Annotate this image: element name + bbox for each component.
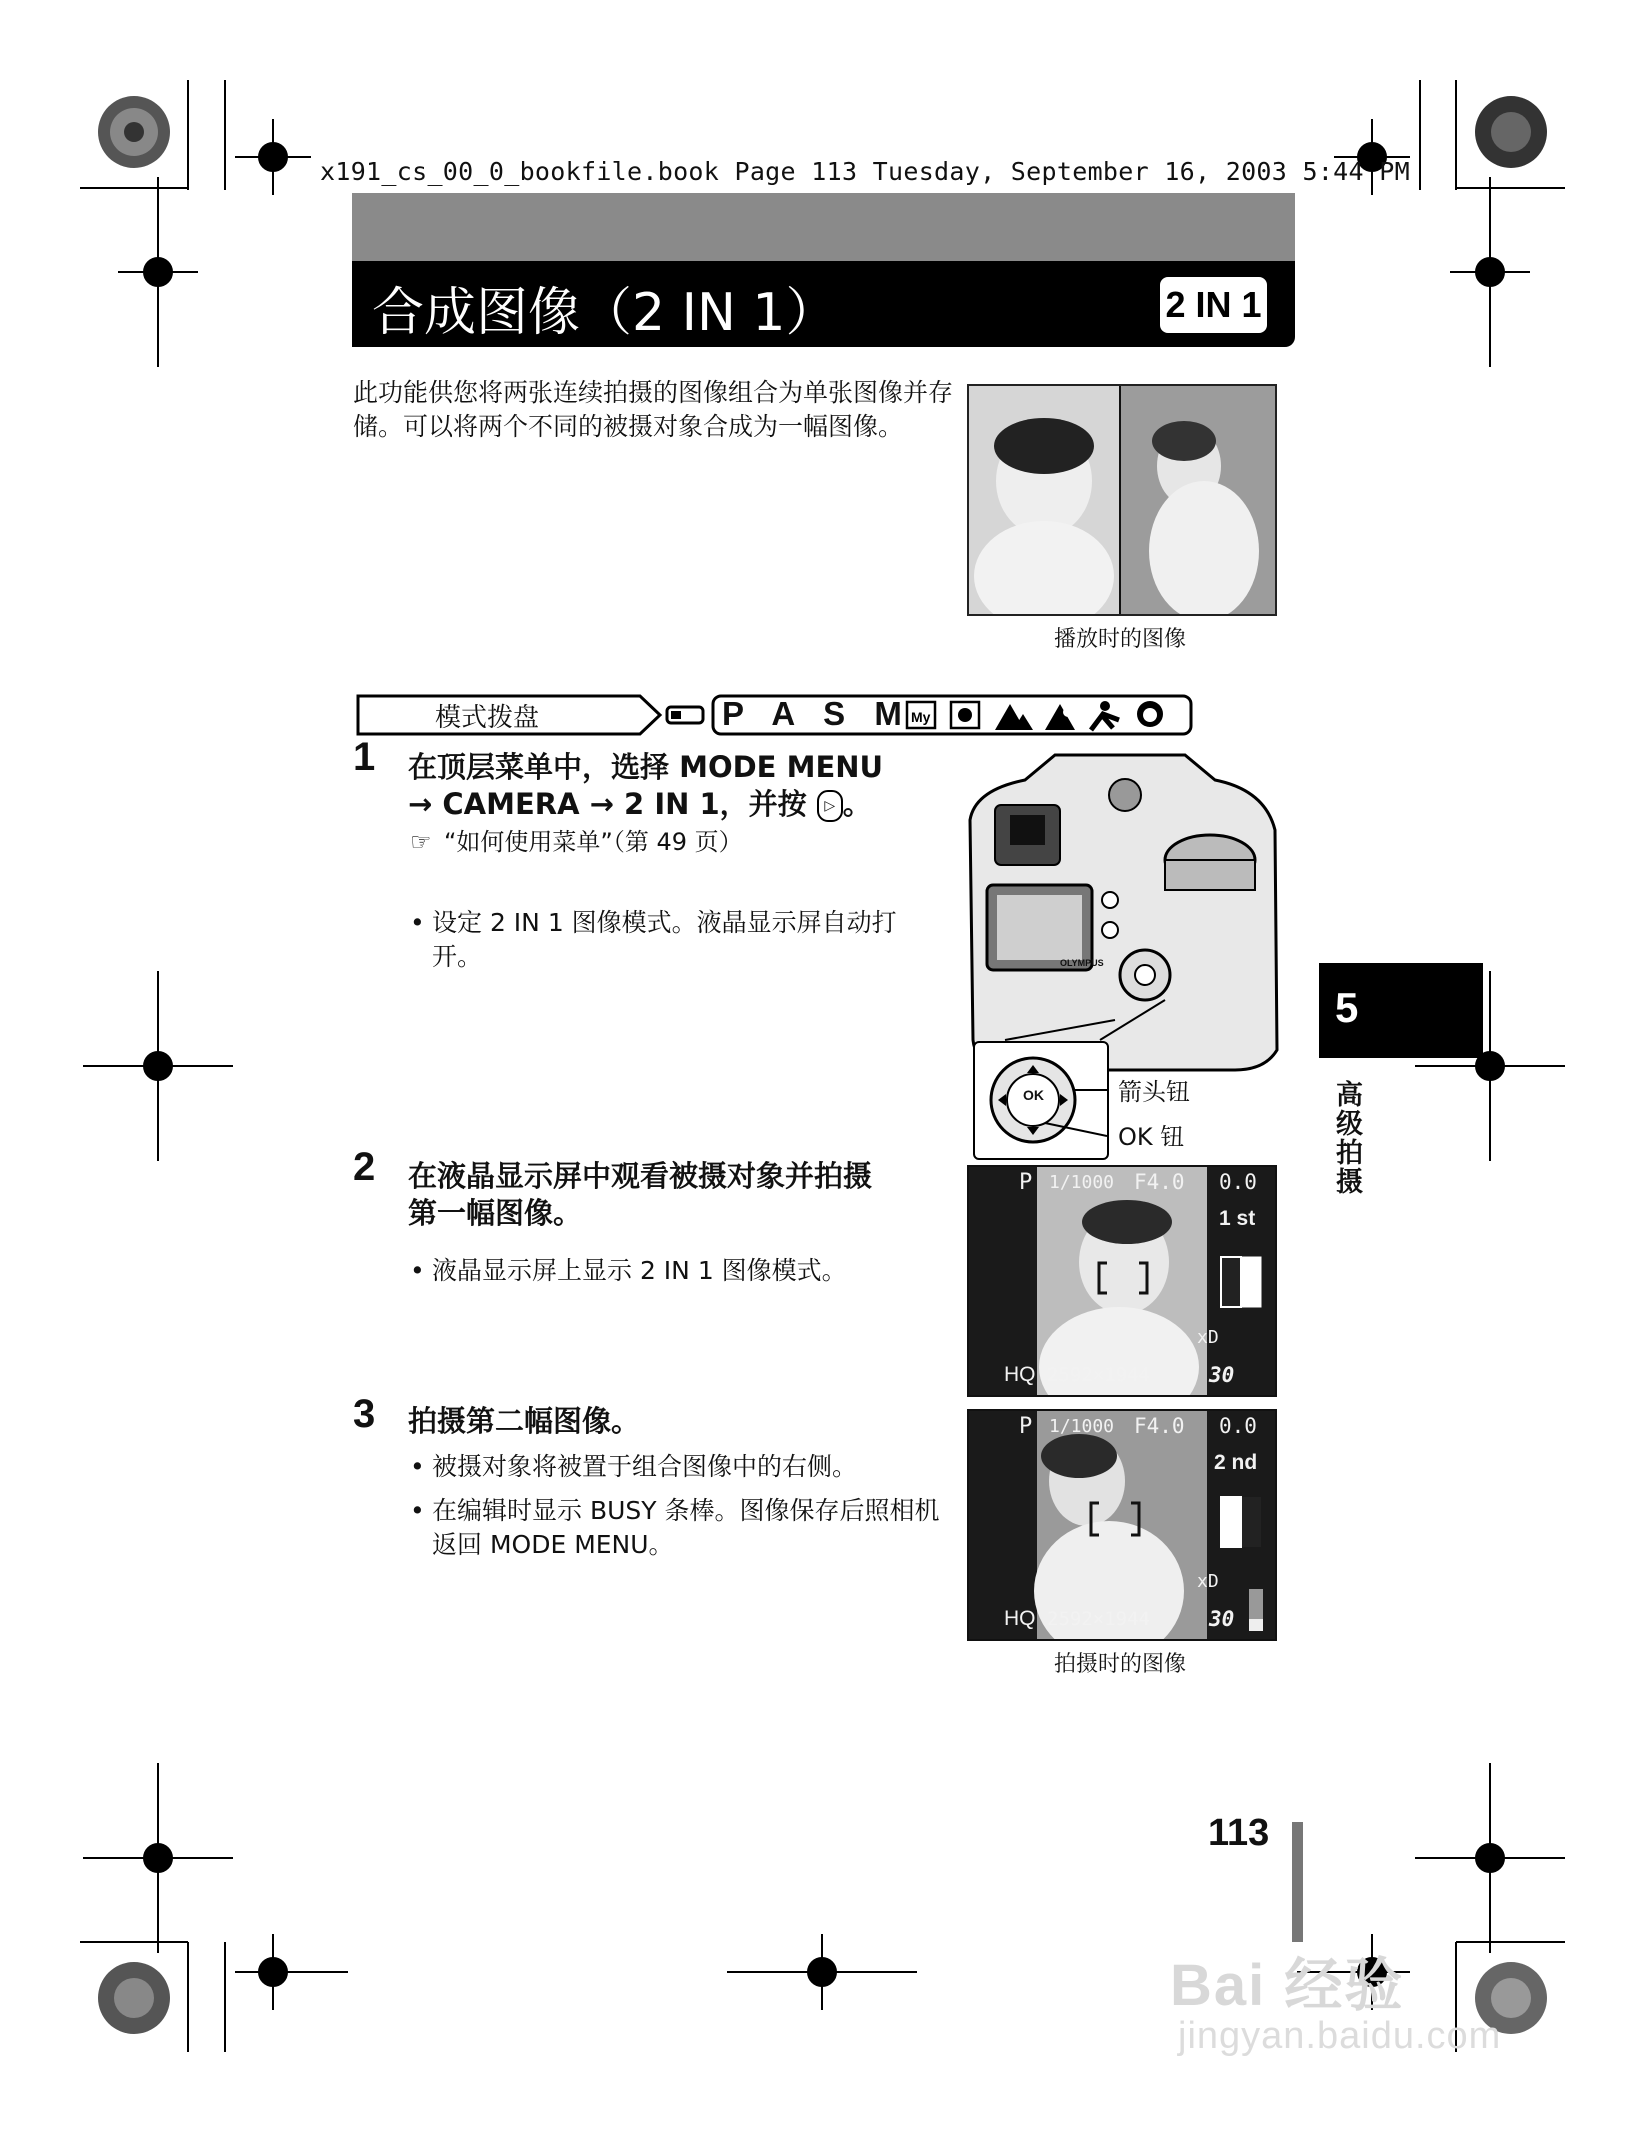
- lcd1-quality: HQ: [1004, 1363, 1036, 1386]
- lcd1-resolution: 2592×1944: [1047, 1364, 1150, 1386]
- lcd1-card: xD: [1197, 1327, 1219, 1348]
- sport-icon: [1091, 701, 1119, 730]
- step-1-bullet: • 设定 2 IN 1 图像模式。液晶显示屏自动打开。: [432, 906, 942, 974]
- landscape-portrait-icon: [1045, 704, 1075, 730]
- lcd2-resolution: 2592×1944: [1047, 1608, 1150, 1630]
- step-3-bullet-1: • 被摄对象将被置于组合图像中的右侧。: [432, 1450, 972, 1484]
- lcd-first-shot: [967, 1165, 1277, 1397]
- lcd1-shutter: 1/1000: [1049, 1172, 1115, 1193]
- step-1-title-line1: 在顶层菜单中，选择 MODE MENU: [408, 750, 884, 784]
- camera-illustration: [965, 750, 1285, 1072]
- lcd2-shot-indicator: 2 nd: [1214, 1451, 1258, 1474]
- lcd-second-shot: [967, 1409, 1277, 1641]
- ok-key-label: OK: [1023, 1087, 1044, 1103]
- mode-s: S: [823, 695, 856, 732]
- lcd1-remaining: 30: [1209, 1363, 1235, 1387]
- step-2-number: 2: [353, 1145, 376, 1189]
- step-1-reference: [410, 822, 743, 857]
- lcd2-exposure: 0.0: [1219, 1414, 1257, 1438]
- lcd2-mode: P: [1019, 1414, 1033, 1439]
- step-3-title: 拍摄第二幅图像。: [408, 1404, 641, 1438]
- ok-button-label: OK 钮: [1118, 1123, 1185, 1151]
- step-1-number: 1: [353, 735, 376, 779]
- control-pad-inset: [973, 1041, 1109, 1160]
- mode-m: M: [874, 695, 912, 732]
- step-2-bullet: • 液晶显示屏上显示 2 IN 1 图像模式。: [432, 1254, 972, 1288]
- step-1-title-end: 。: [842, 787, 872, 821]
- arrow-button-label: 箭头钮: [1118, 1078, 1190, 1106]
- step-2-title-line2: 第一幅图像。: [408, 1196, 583, 1230]
- camera-brand: OLYMPUS: [1060, 958, 1104, 968]
- step-1-reference-text: “如何使用菜单”（第 49 页）: [444, 828, 743, 856]
- lcd2-aperture: F4.0: [1134, 1414, 1185, 1438]
- step-2-title-line1: 在液晶显示屏中观看被摄对象并拍摄: [408, 1159, 873, 1193]
- mode-dial-label: 模式拨盘: [435, 703, 540, 733]
- playback-image: [967, 384, 1277, 616]
- intro-paragraph: 此功能供您将两张连续拍摄的图像组合为单张图像并存储。可以将两个不同的被摄对象合成为一幅图像。: [353, 378, 954, 441]
- portrait-icon: [1137, 701, 1163, 727]
- night-scene-icon: [951, 702, 979, 728]
- lcd2-remaining: 30: [1209, 1607, 1235, 1631]
- title-band: [352, 193, 1295, 261]
- mode-a: A: [771, 695, 804, 732]
- step-1-title-line2: [408, 785, 872, 823]
- lcd1-aperture: F4.0: [1134, 1170, 1185, 1194]
- page-number-rule: [1292, 1822, 1303, 1942]
- page-number: 113: [1208, 1812, 1270, 1854]
- lcd1-mode: P: [1019, 1170, 1033, 1195]
- reference-hand-icon: ☞: [410, 828, 432, 856]
- page-title: 合成图像（2 IN 1）: [372, 283, 838, 343]
- print-header: x191_cs_00_0_bookfile.book Page 113 Tuesday, September 16, 2003 5:44 PM: [320, 157, 1410, 186]
- step-3-bullet-2: • 在编辑时显示 BUSY 条棒。图像保存后照相机返回 MODE MENU。: [432, 1494, 942, 1562]
- scene-mode-icons: [905, 698, 1190, 734]
- lcd2-quality: HQ: [1004, 1607, 1036, 1630]
- watermark-logo: Bai 经验: [1170, 1953, 1405, 2018]
- svg-text:My: My: [911, 709, 931, 725]
- mode-letters: [722, 695, 912, 733]
- lcd2-shutter: 1/1000: [1049, 1416, 1115, 1437]
- right-arrow-button-icon: ▷: [817, 790, 843, 822]
- chapter-number: 5: [1335, 984, 1359, 1031]
- step-1-title-text: → CAMERA → 2 IN 1，并按: [408, 787, 807, 821]
- lcd2-card: xD: [1197, 1571, 1219, 1592]
- chapter-label: 高级拍摄: [1331, 1080, 1362, 1196]
- mode-p: P: [722, 695, 754, 732]
- lcd1-exposure: 0.0: [1219, 1170, 1257, 1194]
- step-3-number: 3: [353, 1392, 376, 1436]
- watermark-url: jingyan.baidu.com: [1178, 2015, 1502, 2057]
- lcd1-shot-indicator: 1 st: [1219, 1207, 1256, 1230]
- my-mode-icon: [907, 702, 935, 728]
- shooting-caption: 拍摄时的图像: [1053, 1652, 1186, 1677]
- playback-caption: 播放时的图像: [1053, 627, 1186, 652]
- landscape-icon: [995, 704, 1033, 730]
- title-badge: 2 IN 1: [1160, 277, 1267, 333]
